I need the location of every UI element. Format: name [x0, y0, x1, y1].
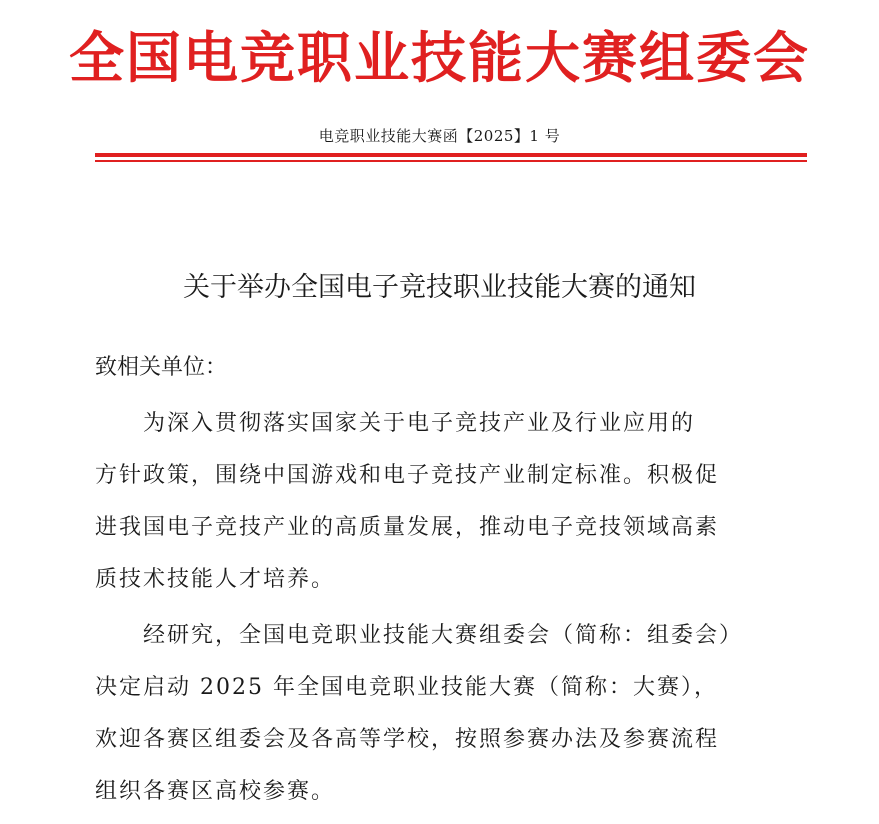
letterhead-org-title: 全国电竞职业技能大赛组委会: [68, 26, 810, 90]
body-paragraph-1: [95, 404, 815, 612]
paragraph-line: 组织各赛区高校参赛。: [95, 779, 336, 804]
paragraph-line: 经研究，全国电竞职业技能大赛组委会（简称：组委会）: [95, 623, 744, 648]
letterhead-red-rule-thin: [95, 160, 807, 162]
notice-title: 关于举办全国电子竞技职业技能大赛的通知: [183, 272, 696, 303]
body-paragraph-2: [95, 616, 815, 824]
salutation: 致相关单位：: [95, 355, 228, 380]
paragraph-line: 为深入贯彻落实国家关于电子竞技产业及行业应用的: [95, 411, 696, 436]
letterhead-red-rule-thick: [95, 153, 807, 157]
paragraph-line: 进我国电子竞技产业的高质量发展，推动电子竞技领域高素: [95, 515, 720, 540]
paragraph-line: 欢迎各赛区组委会及各高等学校，按照参赛办法及参赛流程: [95, 727, 720, 752]
paragraph-line: 方针政策，围绕中国游戏和电子竞技产业制定标准。积极促: [95, 463, 720, 488]
paragraph-line: 决定启动 2025 年全国电竞职业技能大赛（简称：大赛），: [95, 675, 718, 700]
paragraph-line: 质技术技能人才培养。: [95, 567, 336, 592]
document-number: 电竞职业技能大赛函【2025】1 号: [318, 127, 561, 145]
